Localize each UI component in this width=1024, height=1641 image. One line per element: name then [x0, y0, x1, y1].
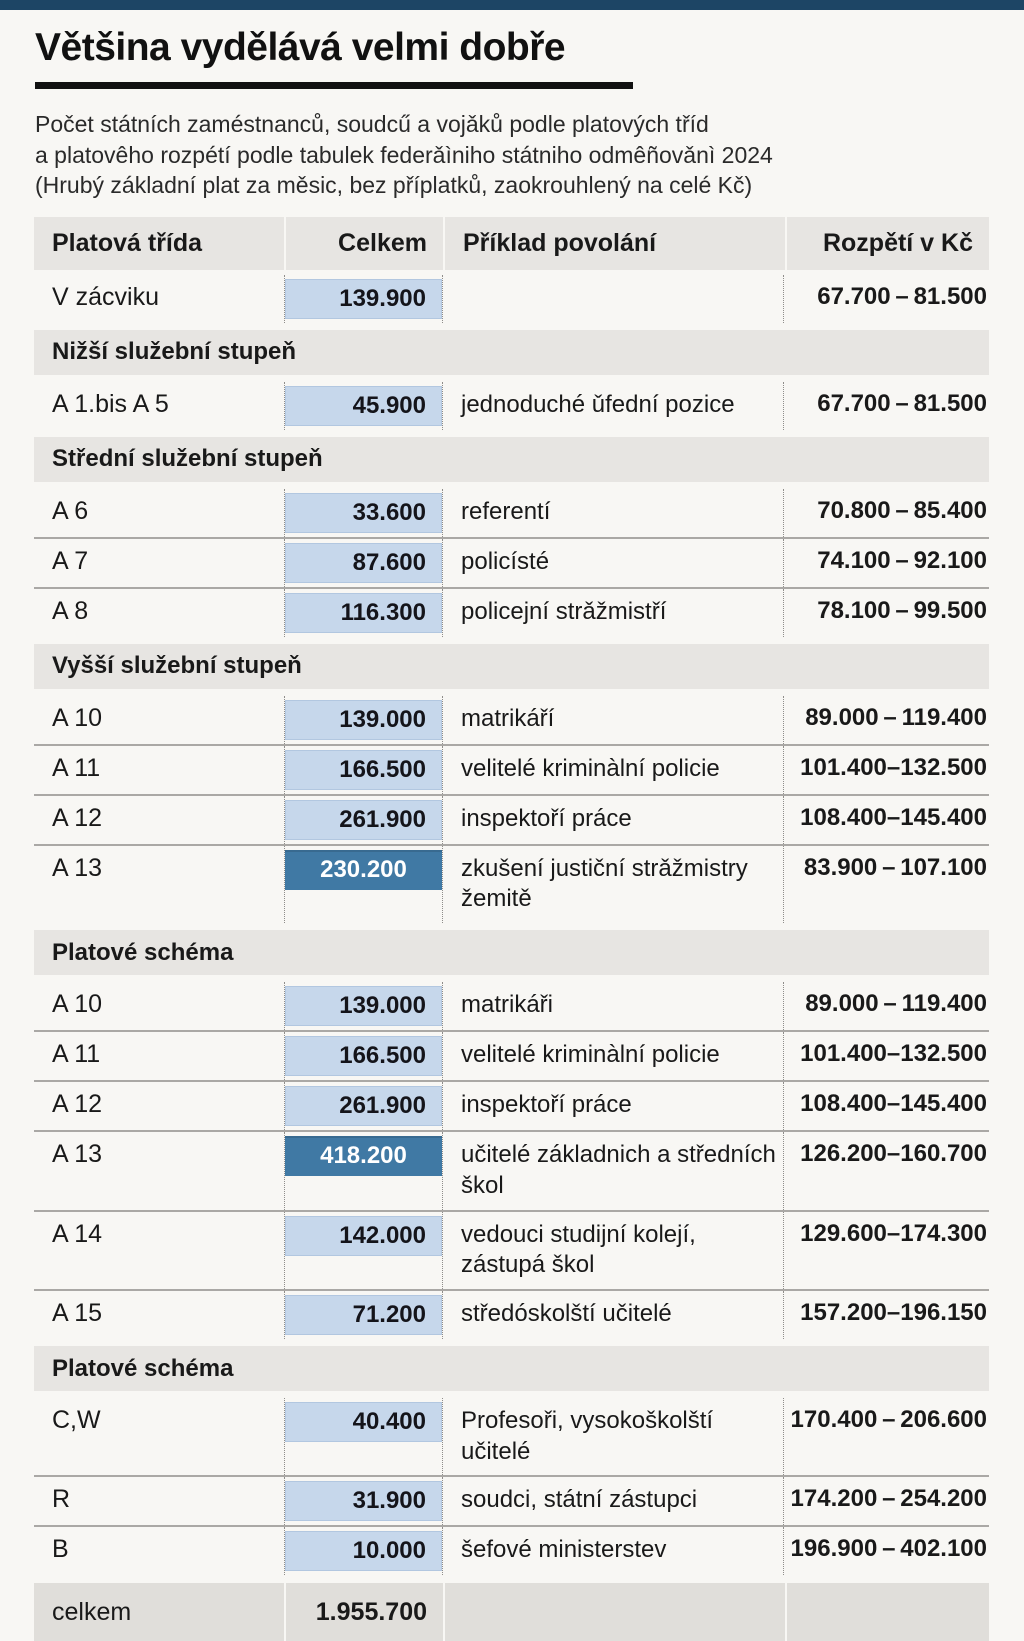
grade-label: A 13	[52, 853, 103, 882]
footer-label-cell	[34, 1583, 284, 1641]
table-row	[34, 1030, 989, 1080]
total-cell	[284, 539, 443, 587]
range-value: 67.700 – 81.500	[817, 282, 987, 310]
occupation-cell	[443, 746, 783, 794]
range-value: 89.000 – 119.400	[805, 703, 987, 731]
range-cell	[783, 489, 989, 537]
table-row	[34, 1130, 989, 1209]
grade-label: A 7	[52, 546, 89, 575]
occupation-cell	[443, 1527, 783, 1575]
total-cell	[284, 746, 443, 794]
range-value: 101.400–132.500	[800, 753, 987, 781]
section-label: Platové schéma	[52, 938, 234, 966]
total-bar	[285, 1481, 442, 1521]
range-value: 126.200–160.700	[800, 1140, 987, 1168]
section-label: Platové schéma	[52, 1354, 234, 1382]
occupation-label: jednoduché ǔfední pozice	[461, 390, 735, 418]
range-value: 196.900 – 402.100	[790, 1535, 987, 1563]
footer-total-cell	[286, 1583, 443, 1641]
grade-label: A 10	[52, 703, 103, 732]
total-value: 166.500	[339, 755, 426, 783]
total-cell	[284, 1291, 443, 1339]
table-row	[34, 382, 989, 430]
occupation-label: matrikáří	[461, 704, 555, 732]
occupation-label: šefové ministerstev	[461, 1536, 667, 1564]
grade-cell	[34, 489, 284, 537]
table-row	[34, 1398, 989, 1475]
range-cell	[783, 539, 989, 587]
total-value: 261.900	[339, 805, 426, 833]
range-value: 157.200–196.150	[800, 1299, 987, 1327]
range-value: 78.100 – 99.500	[817, 596, 987, 624]
occupation-label: zkušení justiční strǎžmistry žemitě	[461, 854, 748, 913]
footer-total-value: 1.955.700	[315, 1597, 427, 1626]
grade-label: A 1.bis A 5	[52, 389, 169, 418]
header-cell-grade: Platová třída	[34, 217, 284, 270]
occupation-label: inspektoří práce	[461, 804, 632, 832]
section-label: Střední služební stupeň	[52, 445, 323, 473]
range-value: 108.400–145.400	[800, 803, 987, 831]
table-row	[34, 982, 989, 1030]
total-bar	[285, 593, 442, 633]
grade-cell	[34, 1398, 284, 1475]
occupation-label: velitelé kriminàlní policie	[461, 754, 720, 782]
range-value: 70.800 – 85.400	[817, 496, 987, 524]
range-cell	[783, 746, 989, 794]
header-cell-total: Celkem	[286, 217, 443, 270]
occupation-cell	[443, 589, 783, 637]
range-value: 67.700 – 81.500	[817, 389, 987, 417]
table-row	[34, 275, 989, 323]
total-cell	[284, 1477, 443, 1525]
table-row	[34, 489, 989, 537]
range-cell	[783, 1398, 989, 1475]
occupation-label: soudci, státní zástupci	[461, 1486, 698, 1514]
total-cell	[284, 982, 443, 1030]
subtitle-line-1: Počet státních zaméstnanců, soudcű a vojǎků podle platových tříd	[35, 111, 709, 137]
occupation-label: matrikáři	[461, 991, 554, 1019]
subtitle-line-3: (Hrubý základní plat za měsic, bez příplatků, zaokrouhlený na celé Kč)	[35, 172, 753, 199]
total-bar	[285, 1086, 442, 1126]
total-value: 261.900	[339, 1092, 426, 1120]
section-row	[34, 330, 989, 375]
grade-label: V zácviku	[52, 282, 159, 311]
section-row	[34, 644, 989, 689]
table-row	[34, 587, 989, 637]
page-subtitle	[35, 109, 989, 201]
occupation-label: policejní strǎžmistří	[461, 597, 667, 625]
occupation-cell	[443, 846, 783, 923]
total-value: 116.300	[340, 598, 426, 626]
range-value: 108.400–145.400	[800, 1090, 987, 1118]
page-title: Většina vydělává velmi dobře	[35, 26, 566, 69]
total-bar	[285, 1402, 442, 1442]
page-header	[0, 10, 1024, 201]
table-row	[34, 744, 989, 794]
grade-cell	[34, 1082, 284, 1130]
occupation-label: velitelé kriminàlní policie	[461, 1041, 720, 1069]
total-bar	[285, 1531, 442, 1571]
range-cell	[783, 1477, 989, 1525]
total-value: 139.000	[339, 992, 426, 1020]
total-value: 139.000	[339, 705, 426, 733]
range-value: 83.900 – 107.100	[803, 853, 987, 881]
salary-table	[34, 217, 989, 1641]
total-cell	[284, 1132, 443, 1209]
occupation-cell	[443, 1032, 783, 1080]
table-body	[34, 275, 989, 1641]
occupation-cell	[443, 1212, 783, 1289]
grade-cell	[34, 589, 284, 637]
range-cell	[783, 696, 989, 744]
total-cell	[284, 1398, 443, 1475]
range-value: 74.100 – 92.100	[817, 546, 987, 574]
range-value: 129.600–174.300	[800, 1219, 987, 1247]
grade-label: C,W	[52, 1406, 101, 1435]
range-cell	[783, 382, 989, 430]
range-cell	[783, 982, 989, 1030]
total-value: 87.600	[352, 548, 426, 576]
occupation-cell	[443, 489, 783, 537]
occupation-cell	[443, 1291, 783, 1339]
total-bar	[285, 1136, 442, 1176]
range-cell	[783, 589, 989, 637]
total-bar	[285, 750, 442, 790]
range-cell	[783, 846, 989, 923]
occupation-label: vedouci studijní kolejí, zástupá škol	[461, 1220, 696, 1279]
range-value: 89.000 – 119.400	[805, 990, 987, 1018]
header-cell-range: Rozpětí v Kč	[787, 217, 989, 270]
occupation-label: referentí	[461, 497, 551, 525]
total-cell	[284, 1212, 443, 1289]
occupation-label: učitelé základnich a středních škol	[461, 1141, 776, 1199]
range-cell	[783, 1212, 989, 1289]
total-value: 230.200	[320, 855, 407, 883]
table-row	[34, 1525, 989, 1575]
total-value: 139.900	[339, 284, 426, 312]
grade-label: A 11	[52, 753, 101, 782]
range-cell	[783, 1082, 989, 1130]
section-row	[34, 437, 989, 482]
table-row	[34, 1475, 989, 1525]
table-row	[34, 794, 989, 844]
grade-label: A 8	[52, 596, 89, 625]
total-cell	[284, 589, 443, 637]
total-cell	[284, 1032, 443, 1080]
total-bar	[285, 1216, 442, 1256]
grade-label: A 12	[52, 803, 103, 832]
total-value: 166.500	[339, 1042, 426, 1070]
total-cell	[284, 489, 443, 537]
total-bar	[285, 279, 442, 319]
range-cell	[783, 1132, 989, 1209]
footer-spacer-cell	[787, 1583, 989, 1641]
total-cell	[284, 1082, 443, 1130]
range-cell	[783, 1032, 989, 1080]
total-bar	[285, 543, 442, 583]
section-label: Vyšší služební stupeň	[52, 652, 302, 680]
section-label: Nižší služební stupeň	[52, 338, 297, 366]
grade-label: A 15	[52, 1299, 103, 1328]
table-row	[34, 696, 989, 744]
table-row	[34, 844, 989, 923]
grade-label: A 11	[52, 1040, 101, 1069]
table-row	[34, 1210, 989, 1289]
total-cell	[284, 275, 443, 323]
footer-label: celkem	[52, 1597, 132, 1626]
grade-cell	[34, 1477, 284, 1525]
grade-cell	[34, 796, 284, 844]
grade-label: A 14	[52, 1219, 103, 1248]
occupation-cell	[443, 1398, 783, 1475]
total-cell	[284, 796, 443, 844]
occupation-cell	[443, 1082, 783, 1130]
table-row	[34, 1289, 989, 1339]
total-cell	[284, 1527, 443, 1575]
total-cell	[284, 846, 443, 923]
footer-spacer-cell	[445, 1583, 785, 1641]
range-value: 174.200 – 254.200	[790, 1485, 987, 1513]
table-footer-row	[34, 1583, 989, 1641]
total-bar	[285, 800, 442, 840]
grade-label: A 13	[52, 1140, 103, 1169]
total-cell	[284, 382, 443, 430]
title-underline	[35, 82, 633, 89]
grade-label: A 12	[52, 1090, 103, 1119]
occupation-cell	[443, 275, 783, 323]
range-value: 101.400–132.500	[800, 1040, 987, 1068]
occupation-cell	[443, 382, 783, 430]
occupation-label: inspektoří práce	[461, 1091, 632, 1119]
total-value: 10.000	[352, 1537, 426, 1565]
table-row	[34, 1080, 989, 1130]
subtitle-line-2: a platovêho rozpétí podle tabulek federǎìniho státniho odmêñovǎnì 2024	[35, 141, 773, 168]
total-cell	[284, 696, 443, 744]
total-bar	[285, 700, 442, 740]
total-bar	[285, 1295, 442, 1335]
table-row	[34, 537, 989, 587]
total-value: 142.000	[339, 1221, 426, 1249]
top-accent-bar	[0, 0, 1024, 10]
grade-label: B	[52, 1535, 69, 1564]
grade-cell	[34, 1527, 284, 1575]
occupation-cell	[443, 539, 783, 587]
total-value: 40.400	[352, 1408, 426, 1436]
occupation-cell	[443, 696, 783, 744]
grade-cell	[34, 1032, 284, 1080]
total-bar	[285, 1036, 442, 1076]
grade-cell	[34, 1212, 284, 1289]
grade-cell	[34, 696, 284, 744]
total-value: 33.600	[352, 498, 426, 526]
section-row	[34, 1346, 989, 1391]
grade-label: A 6	[52, 496, 89, 525]
occupation-cell	[443, 796, 783, 844]
range-value: 170.400 – 206.600	[790, 1406, 987, 1434]
total-bar	[285, 493, 442, 533]
grade-cell	[34, 275, 284, 323]
total-bar	[285, 386, 442, 426]
range-cell	[783, 1291, 989, 1339]
occupation-cell	[443, 1132, 783, 1209]
total-value: 31.900	[352, 1487, 426, 1515]
grade-cell	[34, 1132, 284, 1209]
occupation-label: policísté	[461, 547, 550, 575]
table-header-row	[34, 217, 989, 270]
total-value: 45.900	[352, 391, 426, 419]
range-cell	[783, 275, 989, 323]
grade-cell	[34, 1291, 284, 1339]
total-bar	[285, 850, 442, 890]
total-bar	[285, 986, 442, 1026]
grade-label: A 10	[52, 990, 103, 1019]
section-row	[34, 930, 989, 975]
total-value: 71.200	[352, 1301, 426, 1329]
occupation-label: středóskolští učitelé	[461, 1300, 672, 1328]
grade-cell	[34, 539, 284, 587]
total-value: 418.200	[320, 1142, 407, 1170]
header-cell-occupation: Příklad povolání	[445, 217, 785, 270]
grade-cell	[34, 382, 284, 430]
range-cell	[783, 796, 989, 844]
occupation-label: Profesoři, vysokoškolští učitelé	[461, 1407, 714, 1465]
occupation-cell	[443, 1477, 783, 1525]
grade-label: R	[52, 1485, 71, 1514]
range-cell	[783, 1527, 989, 1575]
occupation-cell	[443, 982, 783, 1030]
grade-cell	[34, 982, 284, 1030]
grade-cell	[34, 846, 284, 923]
grade-cell	[34, 746, 284, 794]
